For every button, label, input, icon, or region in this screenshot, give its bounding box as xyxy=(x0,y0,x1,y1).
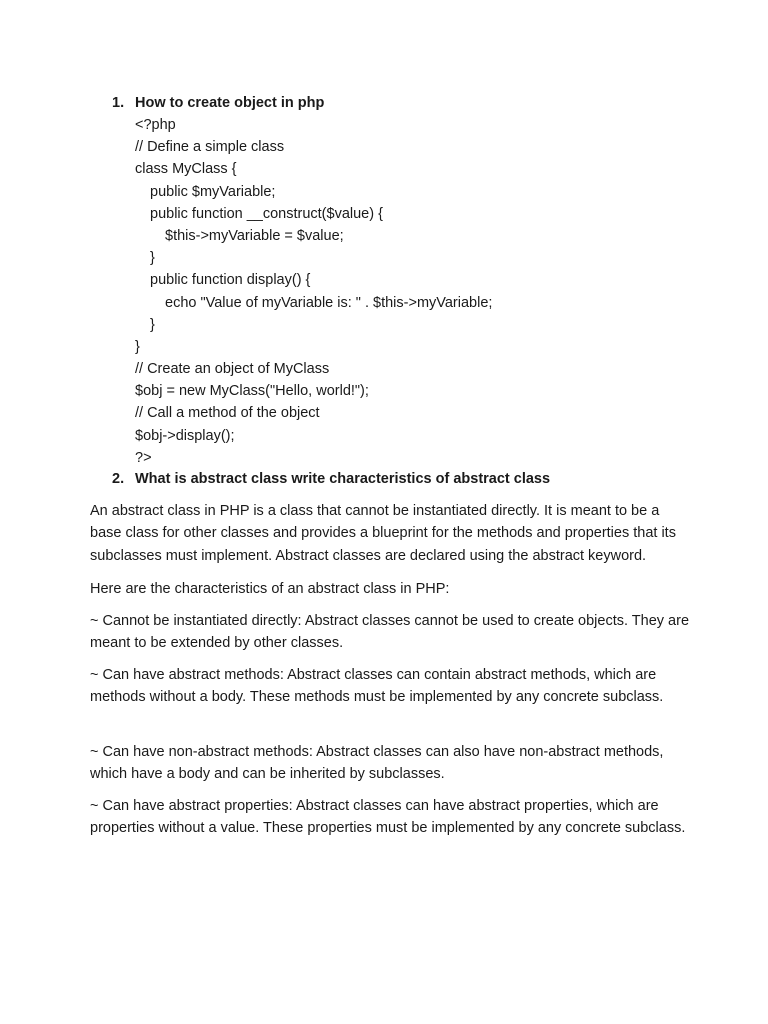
question-2-title: What is abstract class write characteristics of abstract class xyxy=(135,471,551,487)
code-line: echo "Value of myVariable is: " . $this->myVariable; xyxy=(165,294,493,311)
answer-lead-paragraph xyxy=(90,578,690,600)
characteristic-point-3 xyxy=(90,741,690,786)
code-line: public $myVariable; xyxy=(150,183,276,200)
code-line: // Call a method of the object xyxy=(135,405,320,422)
code-line: } xyxy=(150,316,155,333)
question-1-number: 1. xyxy=(112,95,125,111)
question-1-heading xyxy=(112,92,324,114)
code-line: $obj->display(); xyxy=(135,427,235,444)
characteristic-point-text: ~ Can have abstract properties: Abstract classes can have abstract properties, which are properties without a value. These properties must be implemented by any concrete subclass. xyxy=(90,798,686,837)
code-line: // Define a simple class xyxy=(135,139,285,156)
code-line: public function display() { xyxy=(150,272,311,289)
code-line: // Create an object of MyClass xyxy=(135,361,330,378)
code-line: $this->myVariable = $value; xyxy=(165,227,344,244)
question-2-number: 2. xyxy=(112,471,125,487)
characteristic-point-2 xyxy=(90,664,690,709)
characteristic-point-text: ~ Can have non-abstract methods: Abstract classes can also have non-abstract methods, which have a body and can be inherited by subclasses. xyxy=(90,744,664,783)
code-line: ?> xyxy=(135,449,152,466)
code-line: public function __construct($value) { xyxy=(150,205,383,222)
answer-intro-paragraph xyxy=(90,500,690,567)
code-line: <?php xyxy=(135,117,176,133)
code-line: } xyxy=(135,338,140,355)
php-code-block xyxy=(135,114,695,469)
code-line: } xyxy=(150,250,155,267)
question-2-heading xyxy=(112,468,550,490)
characteristic-point-1 xyxy=(90,610,690,655)
answer-lead-text: Here are the characteristics of an abstract class in PHP: xyxy=(90,581,450,597)
characteristic-point-text: ~ Cannot be instantiated directly: Abstract classes cannot be used to create objects. They are meant to be extended by other classes. xyxy=(90,613,690,652)
code-line: $obj = new MyClass("Hello, world!"); xyxy=(135,383,369,400)
answer-intro-text: An abstract class in PHP is a class that cannot be instantiated directly. It is meant to be a base class for other classes and provides a blueprint for the methods and properties that its subclasses must implement. Abstract classes are declared using the abstract keyword. xyxy=(90,503,676,564)
characteristic-point-text: ~ Can have abstract methods: Abstract classes can contain abstract methods, which are methods without a body. These methods must be implemented by any concrete subclass. xyxy=(90,667,664,706)
question-1-title: How to create object in php xyxy=(135,95,325,111)
code-line: class MyClass { xyxy=(135,161,237,178)
characteristic-point-4 xyxy=(90,795,690,840)
